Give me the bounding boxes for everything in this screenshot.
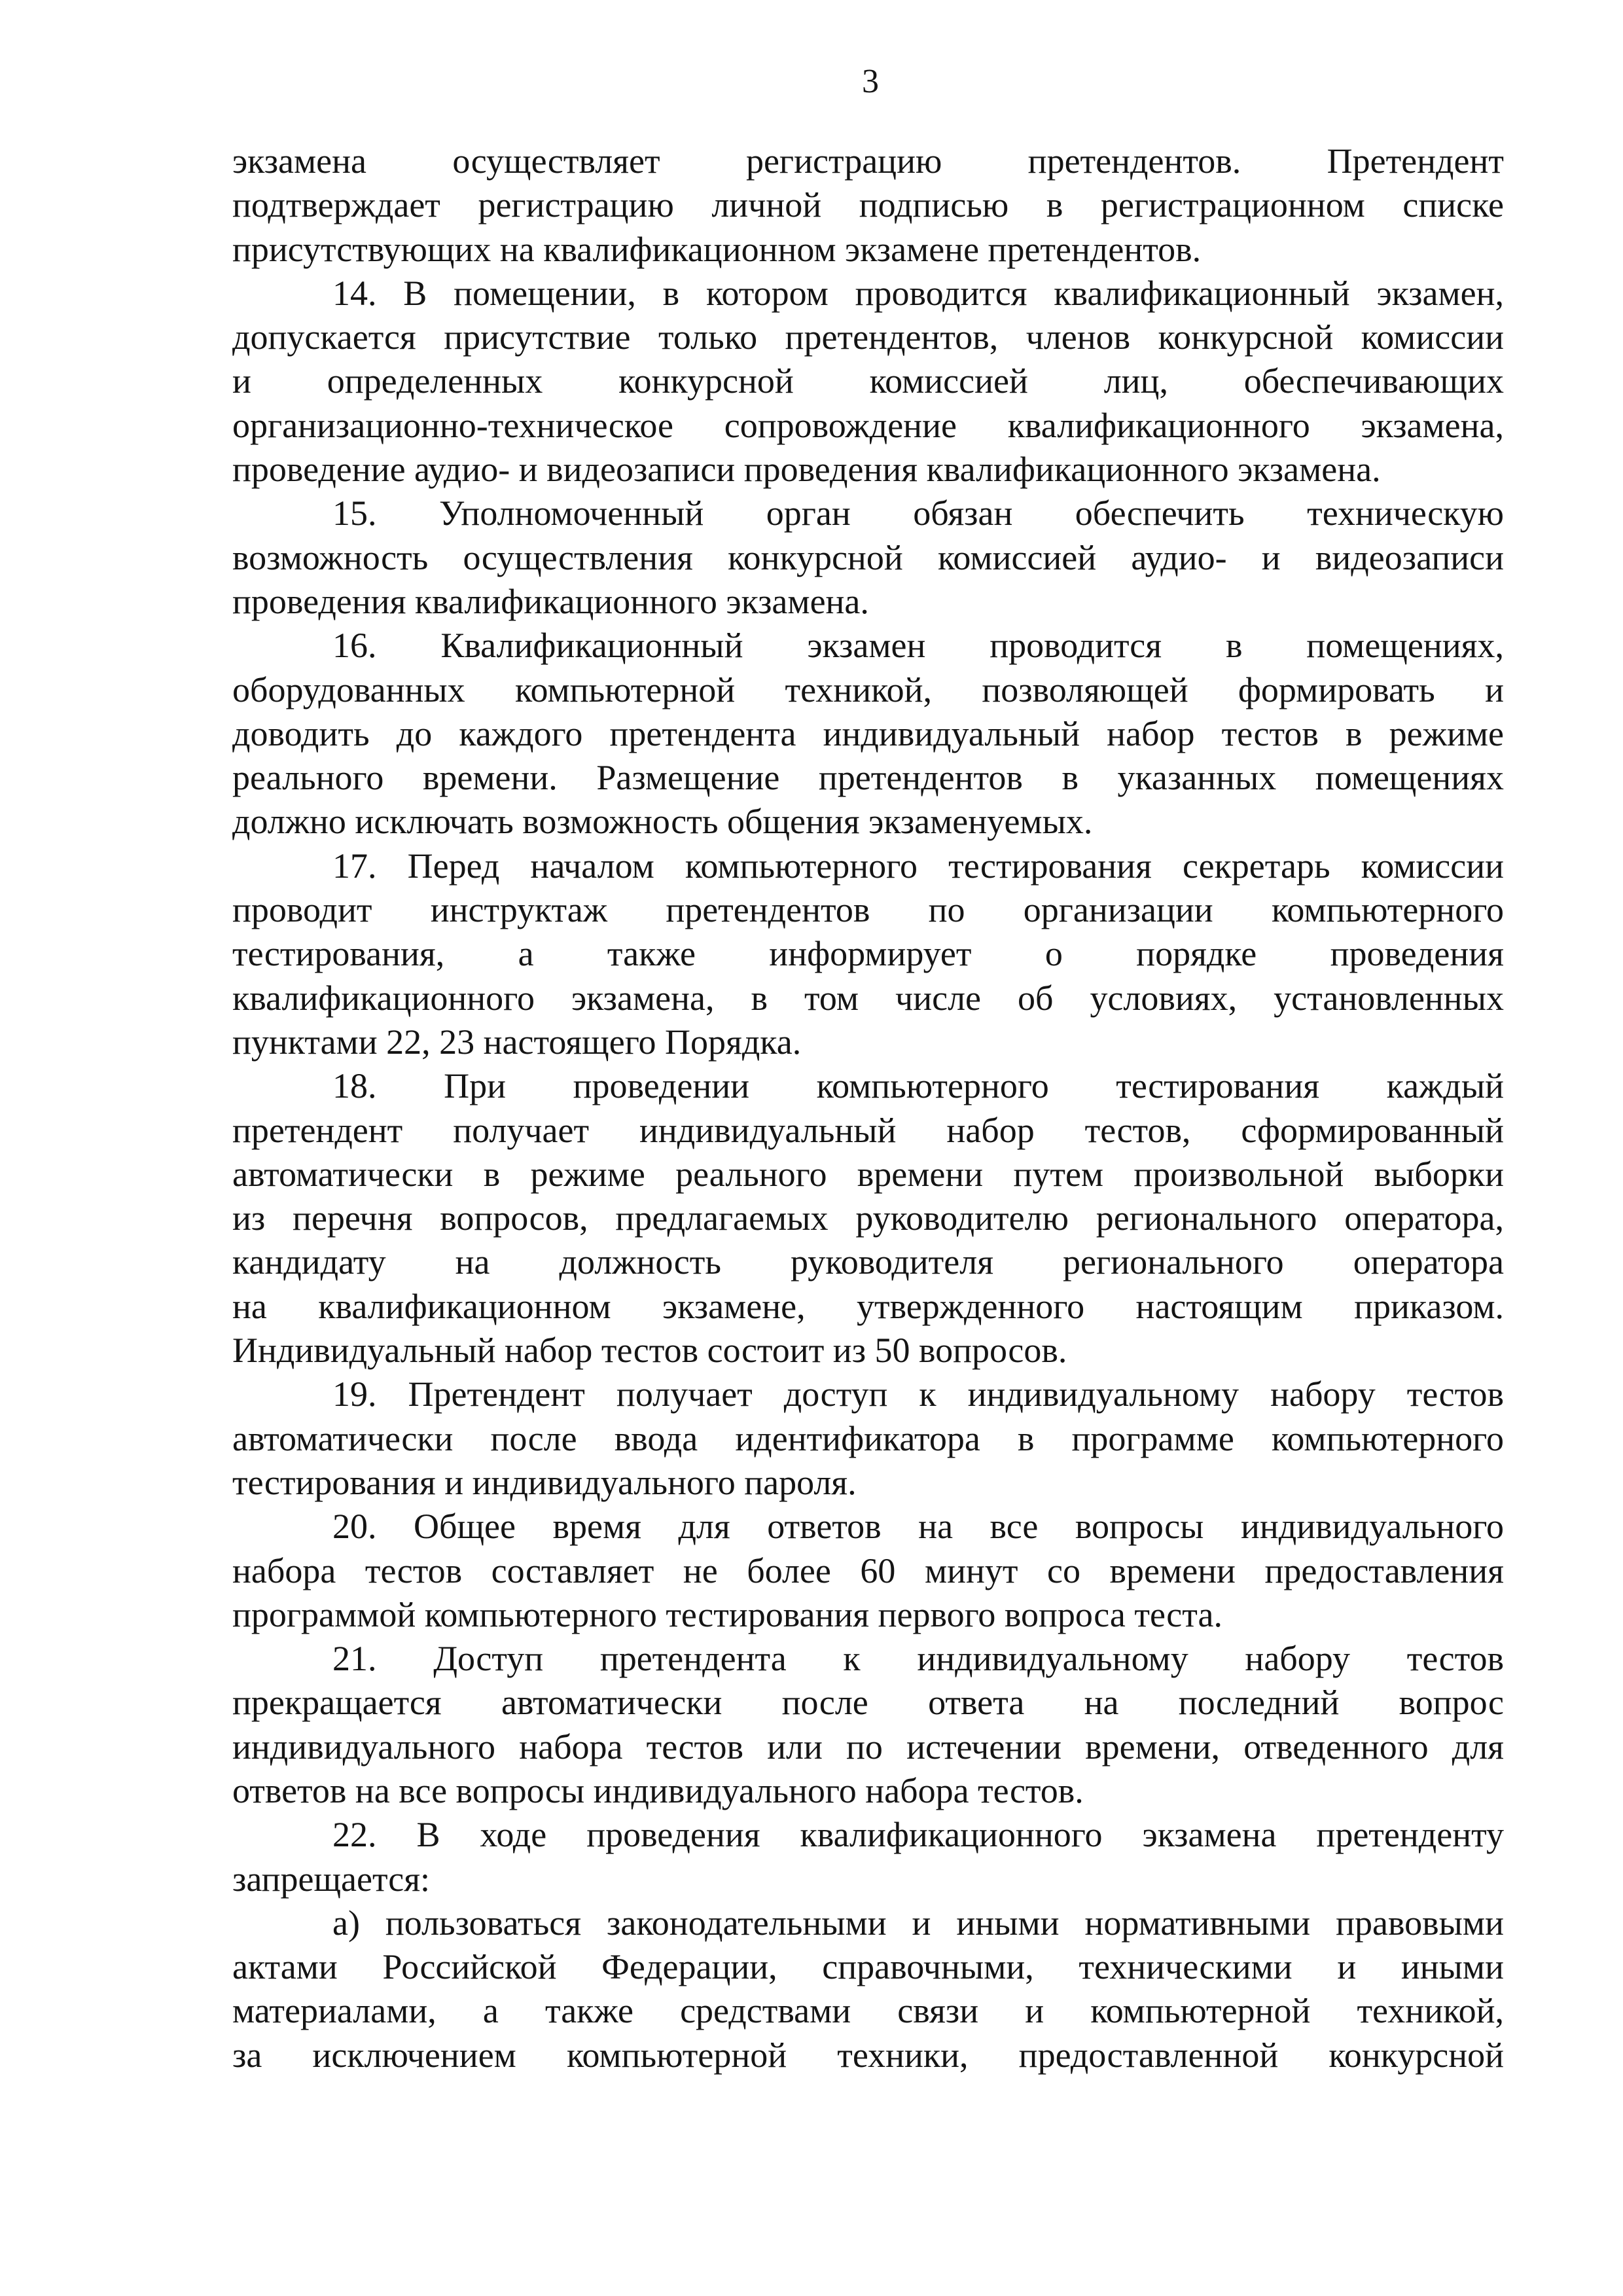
paragraph-line: квалификационного экзамена, в том числе об условиях, установленных <box>232 978 1504 1018</box>
paragraph-line: претендент получает индивидуальный набор тестов, сформированный <box>232 1110 1504 1150</box>
paragraph-line: на квалификационном экзамене, утвержденного настоящим приказом. <box>232 1286 1504 1326</box>
paragraph-line: проводит инструктаж претендентов по организации компьютерного <box>232 890 1504 930</box>
paragraph-line: оборудованных компьютерной техникой, позволяющей формировать и <box>232 670 1504 709</box>
paragraph-line: а) пользоваться законодательными и иными нормативными правовыми <box>332 1903 1504 1943</box>
paragraph-line: допускается присутствие только претендентов, членов конкурсной комиссии <box>232 317 1504 357</box>
paragraph-line: кандидату на должность руководителя регионального оператора <box>232 1242 1504 1282</box>
paragraph-line: из перечня вопросов, предлагаемых руководителю регионального оператора, <box>232 1198 1504 1238</box>
paragraph-line: 20. Общее время для ответов на все вопросы индивидуального <box>332 1507 1504 1547</box>
paragraph-line: 19. Претендент получает доступ к индивидуальному набору тестов <box>332 1374 1504 1414</box>
paragraph-line: должно исключать возможность общения экзаменуемых. <box>232 802 1093 842</box>
paragraph-line: 18. При проведении компьютерного тестирования каждый <box>332 1066 1504 1106</box>
paragraph-line: автоматически в режиме реального времени путем произвольной выборки <box>232 1154 1504 1194</box>
paragraph-line: 22. В ходе проведения квалификационного экзамена претенденту <box>332 1815 1504 1855</box>
paragraph-line: материалами, а также средствами связи и компьютерной техникой, <box>232 1991 1504 2031</box>
paragraph-line: автоматически после ввода идентификатора в программе компьютерного <box>232 1418 1504 1458</box>
paragraph-line: тестирования и индивидуального пароля. <box>232 1462 857 1502</box>
paragraph-line: прекращается автоматически после ответа на последний вопрос <box>232 1683 1504 1723</box>
paragraph-line: реального времени. Размещение претендентов в указанных помещениях <box>232 758 1504 798</box>
paragraph-line: за исключением компьютерной техники, предоставленной конкурсной <box>232 2035 1504 2075</box>
paragraph-line: 16. Квалификационный экзамен проводится в помещениях, <box>332 626 1504 666</box>
paragraph-line: пунктами 22, 23 настоящего Порядка. <box>232 1022 802 1062</box>
paragraph-line: возможность осуществления конкурсной комиссией аудио- и видеозаписи <box>232 537 1504 577</box>
document-body <box>232 139 1504 2077</box>
paragraph-line: тестирования, а также информирует о порядке проведения <box>232 934 1504 974</box>
paragraph-line: 15. Уполномоченный орган обязан обеспечить техническую <box>332 493 1504 533</box>
paragraph-line: индивидуального набора тестов или по истечении времени, отведенного для <box>232 1727 1504 1767</box>
paragraph-line: запрещается: <box>232 1859 431 1899</box>
paragraph-line: 14. В помещении, в котором проводится квалификационный экзамен, <box>332 273 1504 313</box>
paragraph-line: набора тестов составляет не более 60 минут со времени предоставления <box>232 1551 1504 1590</box>
paragraph-line: доводить до каждого претендента индивидуальный набор тестов в режиме <box>232 713 1504 753</box>
paragraph-line: Индивидуальный набор тестов состоит из 50 вопросов. <box>232 1331 1067 1371</box>
paragraph-line: актами Российской Федерации, справочными, техническими и иными <box>232 1947 1504 1987</box>
paragraph-line: проведение аудио- и видеозаписи проведения квалификационного экзамена. <box>232 450 1381 490</box>
paragraph-line: и определенных конкурсной комиссией лиц, обеспечивающих <box>232 361 1504 401</box>
paragraph-line: программой компьютерного тестирования первого вопроса теста. <box>232 1594 1222 1634</box>
paragraph-line: ответов на все вопросы индивидуального набора тестов. <box>232 1770 1084 1810</box>
paragraph-line: организационно-техническое сопровождение квалификационного экзамена, <box>232 405 1504 445</box>
paragraph-line: присутствующих на квалификационном экзамене претендентов. <box>232 229 1202 269</box>
paragraph-line: 17. Перед началом компьютерного тестирования секретарь комиссии <box>332 846 1504 886</box>
paragraph-line: проведения квалификационного экзамена. <box>232 581 869 621</box>
paragraph-line: 21. Доступ претендента к индивидуальному набору тестов <box>332 1639 1504 1679</box>
page-number: 3 <box>862 63 879 100</box>
paragraph-line: экзамена осуществляет регистрацию претендентов. Претендент <box>232 141 1504 181</box>
paragraph-line: подтверждает регистрацию личной подписью в регистрационном списке <box>232 185 1504 225</box>
